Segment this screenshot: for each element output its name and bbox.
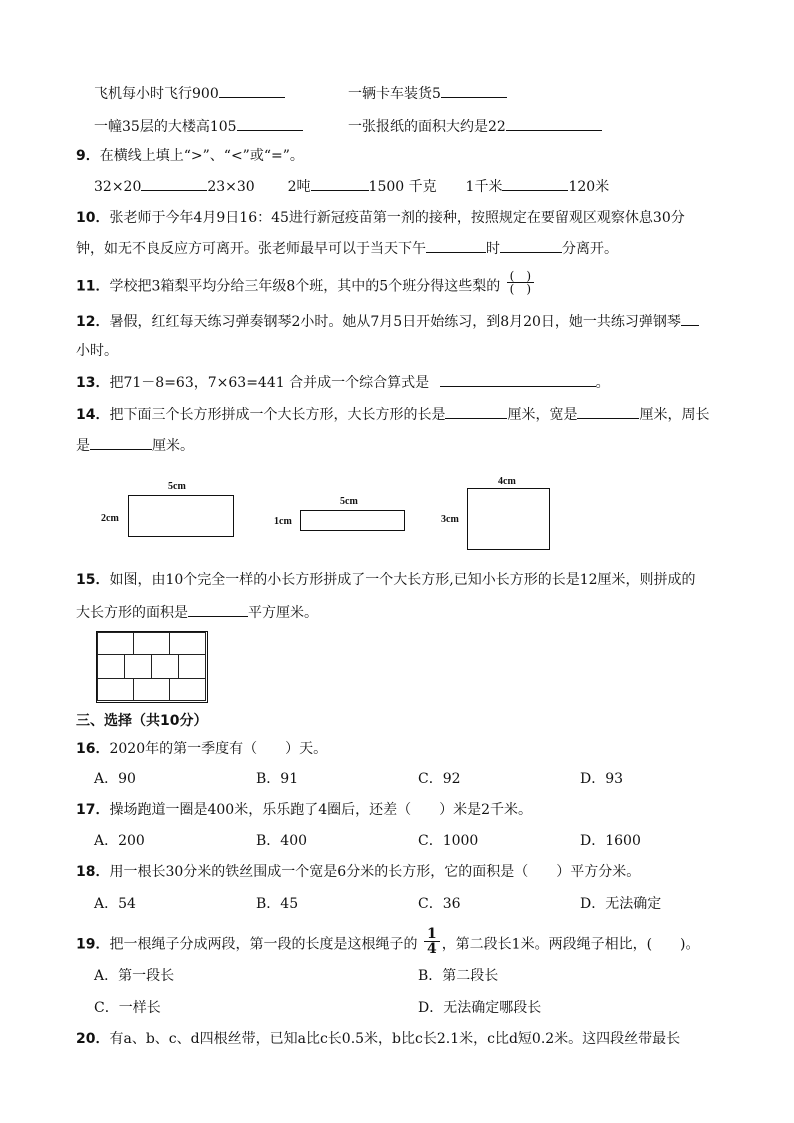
question-number: 11． — [76, 278, 110, 295]
question-text: 把71－8=63，7×63=441 合并成一个综合算式是 — [109, 375, 430, 391]
answer-blank[interactable] — [219, 83, 285, 98]
option-a[interactable]: A．第一段长 — [94, 968, 175, 984]
fill-line-newspaper: 一张报纸的面积大约是22 — [348, 116, 602, 137]
question-number: 20． — [76, 1031, 110, 1047]
fill-line-truck: 一辆卡车装货5 — [348, 83, 507, 104]
fraction-blank[interactable]: $\frac{( )}{( )}$ — [507, 270, 534, 295]
answer-blank[interactable] — [577, 404, 639, 419]
fill-line-building: 一幢35层的大楼高105 — [94, 116, 303, 137]
option-c[interactable]: C．一样长 — [94, 1000, 161, 1016]
question-number: 12． — [76, 314, 110, 330]
answer-blank[interactable] — [188, 602, 248, 617]
small-rectangle — [97, 654, 125, 679]
question-number: 17． — [76, 802, 110, 818]
question-text: 学校把3箱梨平均分给三年级8个班，其中的5个班分得这些梨的 — [109, 278, 501, 295]
question-16 — [76, 739, 327, 759]
question-text: 操场跑道一圈是400米，乐乐跑了4圈后，还差（ ）米是2千米。 — [109, 802, 533, 818]
option-b[interactable]: B．第二段长 — [418, 968, 499, 984]
rect2-height-label: 1cm — [274, 516, 292, 527]
answer-blank[interactable] — [681, 311, 699, 326]
q9-compare-row: 32×20 23×30 2吨 1500 千克 1千米 120米 — [94, 176, 609, 197]
question-number: 10． — [76, 210, 110, 226]
question-13: 13．把71－8=63，7×63=441 合并成一个综合算式是 。 — [76, 372, 610, 393]
small-rectangle — [133, 678, 170, 701]
question-14-line2: 是 厘米。 — [76, 435, 194, 456]
question-15-line2: 大长方形的面积是 平方厘米。 — [76, 602, 318, 623]
rectangle-4x3 — [467, 488, 550, 550]
question-text: 暑假，红红每天练习弹奏钢琴2小时。她从7月5日开始练习，到8月20日，她一共练习弹钢琴 — [109, 314, 681, 330]
question-12 — [76, 311, 699, 332]
option-c[interactable]: C．36 — [418, 896, 461, 912]
answer-blank[interactable] — [440, 372, 596, 387]
fraction-one-quarter: $\frac{1}{4}$ — [424, 927, 440, 956]
question-15 — [76, 570, 696, 590]
small-rectangle — [97, 632, 134, 655]
question-number: 18． — [76, 864, 110, 880]
question-10-line2: 钟，如无不良反应方可离开。张老师最早可以于当天下午 时 分离开。 — [76, 238, 618, 259]
rect3-width-label: 4cm — [498, 476, 516, 487]
question-12-line2: 小时。 — [76, 343, 118, 359]
question-text: 把一根绳子分成两段，第一段的长度是这根绳子的 — [109, 936, 418, 953]
question-20 — [76, 1029, 680, 1049]
question-number: 9． — [76, 148, 100, 164]
rect1-width-label: 5cm — [168, 481, 186, 492]
compare-blank[interactable] — [141, 176, 207, 191]
option-d[interactable]: D．无法确定 — [580, 896, 662, 912]
option-d[interactable]: D．93 — [580, 771, 624, 787]
small-rectangles-figure — [96, 631, 208, 703]
question-number: 19． — [76, 936, 110, 953]
section-title: 三、选择（共10分） — [76, 713, 208, 729]
answer-blank[interactable] — [445, 404, 507, 419]
question-number: 14． — [76, 407, 110, 423]
answer-blank[interactable] — [90, 435, 152, 450]
answer-blank[interactable] — [500, 238, 562, 253]
rect2-width-label: 5cm — [340, 496, 358, 507]
option-b[interactable]: B．400 — [256, 833, 308, 849]
question-10 — [76, 208, 685, 228]
rectangle-5x1 — [300, 510, 405, 531]
answer-blank[interactable] — [506, 116, 602, 131]
question-11 — [76, 269, 536, 299]
small-rectangle — [169, 678, 206, 701]
option-a[interactable]: A．200 — [94, 833, 145, 849]
option-d[interactable]: D．1600 — [580, 833, 641, 849]
option-a[interactable]: A．54 — [94, 896, 136, 912]
question-text: 用一根长30分米的铁丝围成一个宽是6分米的长方形，它的面积是（ ）平方分米。 — [109, 864, 641, 880]
small-rectangle — [97, 678, 134, 701]
compare-blank[interactable] — [311, 176, 369, 191]
question-number: 15． — [76, 572, 110, 588]
option-b[interactable]: B．91 — [256, 771, 299, 787]
rect1-height-label: 2cm — [101, 513, 119, 524]
option-d[interactable]: D．无法确定哪段长 — [418, 1000, 542, 1016]
fill-line-plane: 飞机每小时飞行900 — [94, 83, 285, 104]
option-c[interactable]: C．1000 — [418, 833, 479, 849]
option-c[interactable]: C．92 — [418, 771, 461, 787]
answer-blank[interactable] — [426, 238, 486, 253]
question-number: 13． — [76, 375, 110, 391]
small-rectangle — [133, 632, 170, 655]
answer-blank[interactable] — [441, 83, 507, 98]
option-b[interactable]: B．45 — [256, 896, 299, 912]
small-rectangle — [169, 632, 206, 655]
small-rectangle — [178, 654, 206, 679]
question-text: 张老师于今年4月9日16：45进行新冠疫苗第一剂的接种，按照规定在要留观区观察休息30分 — [109, 210, 685, 226]
question-9 — [76, 146, 304, 166]
question-17 — [76, 800, 532, 820]
rect3-height-label: 3cm — [441, 514, 459, 525]
question-18 — [76, 862, 640, 882]
question-number: 16． — [76, 741, 110, 757]
small-rectangle — [124, 654, 152, 679]
small-rectangle — [151, 654, 179, 679]
question-text: 在横线上填上“>”、“<”或“=”。 — [99, 148, 304, 164]
answer-blank[interactable] — [237, 116, 303, 131]
question-text: 2020年的第一季度有（ ）天。 — [109, 741, 328, 757]
option-a[interactable]: A．90 — [94, 771, 136, 787]
question-14: 14．把下面三个长方形拼成一个大长方形，大长方形的长是 厘米，宽是 厘米，周长 — [76, 404, 709, 425]
question-19: 19．把一根绳子分成两段，第一段的长度是这根绳子的 $\frac{1}{4}$ ，第二段长1米。两段绳子相比，( )。 — [76, 926, 700, 957]
compare-blank[interactable] — [502, 176, 568, 191]
question-text: 如图，由10个完全一样的小长方形拼成了一个大长方形,已知小长方形的长是12厘米，则拼成的 — [109, 572, 696, 588]
rectangle-5x2 — [128, 495, 234, 537]
question-text: 有a、b、c、d四根丝带，已知a比c长0.5米，b比c长2.1米，c比d短0.2米。这四段丝带最长 — [109, 1031, 681, 1047]
